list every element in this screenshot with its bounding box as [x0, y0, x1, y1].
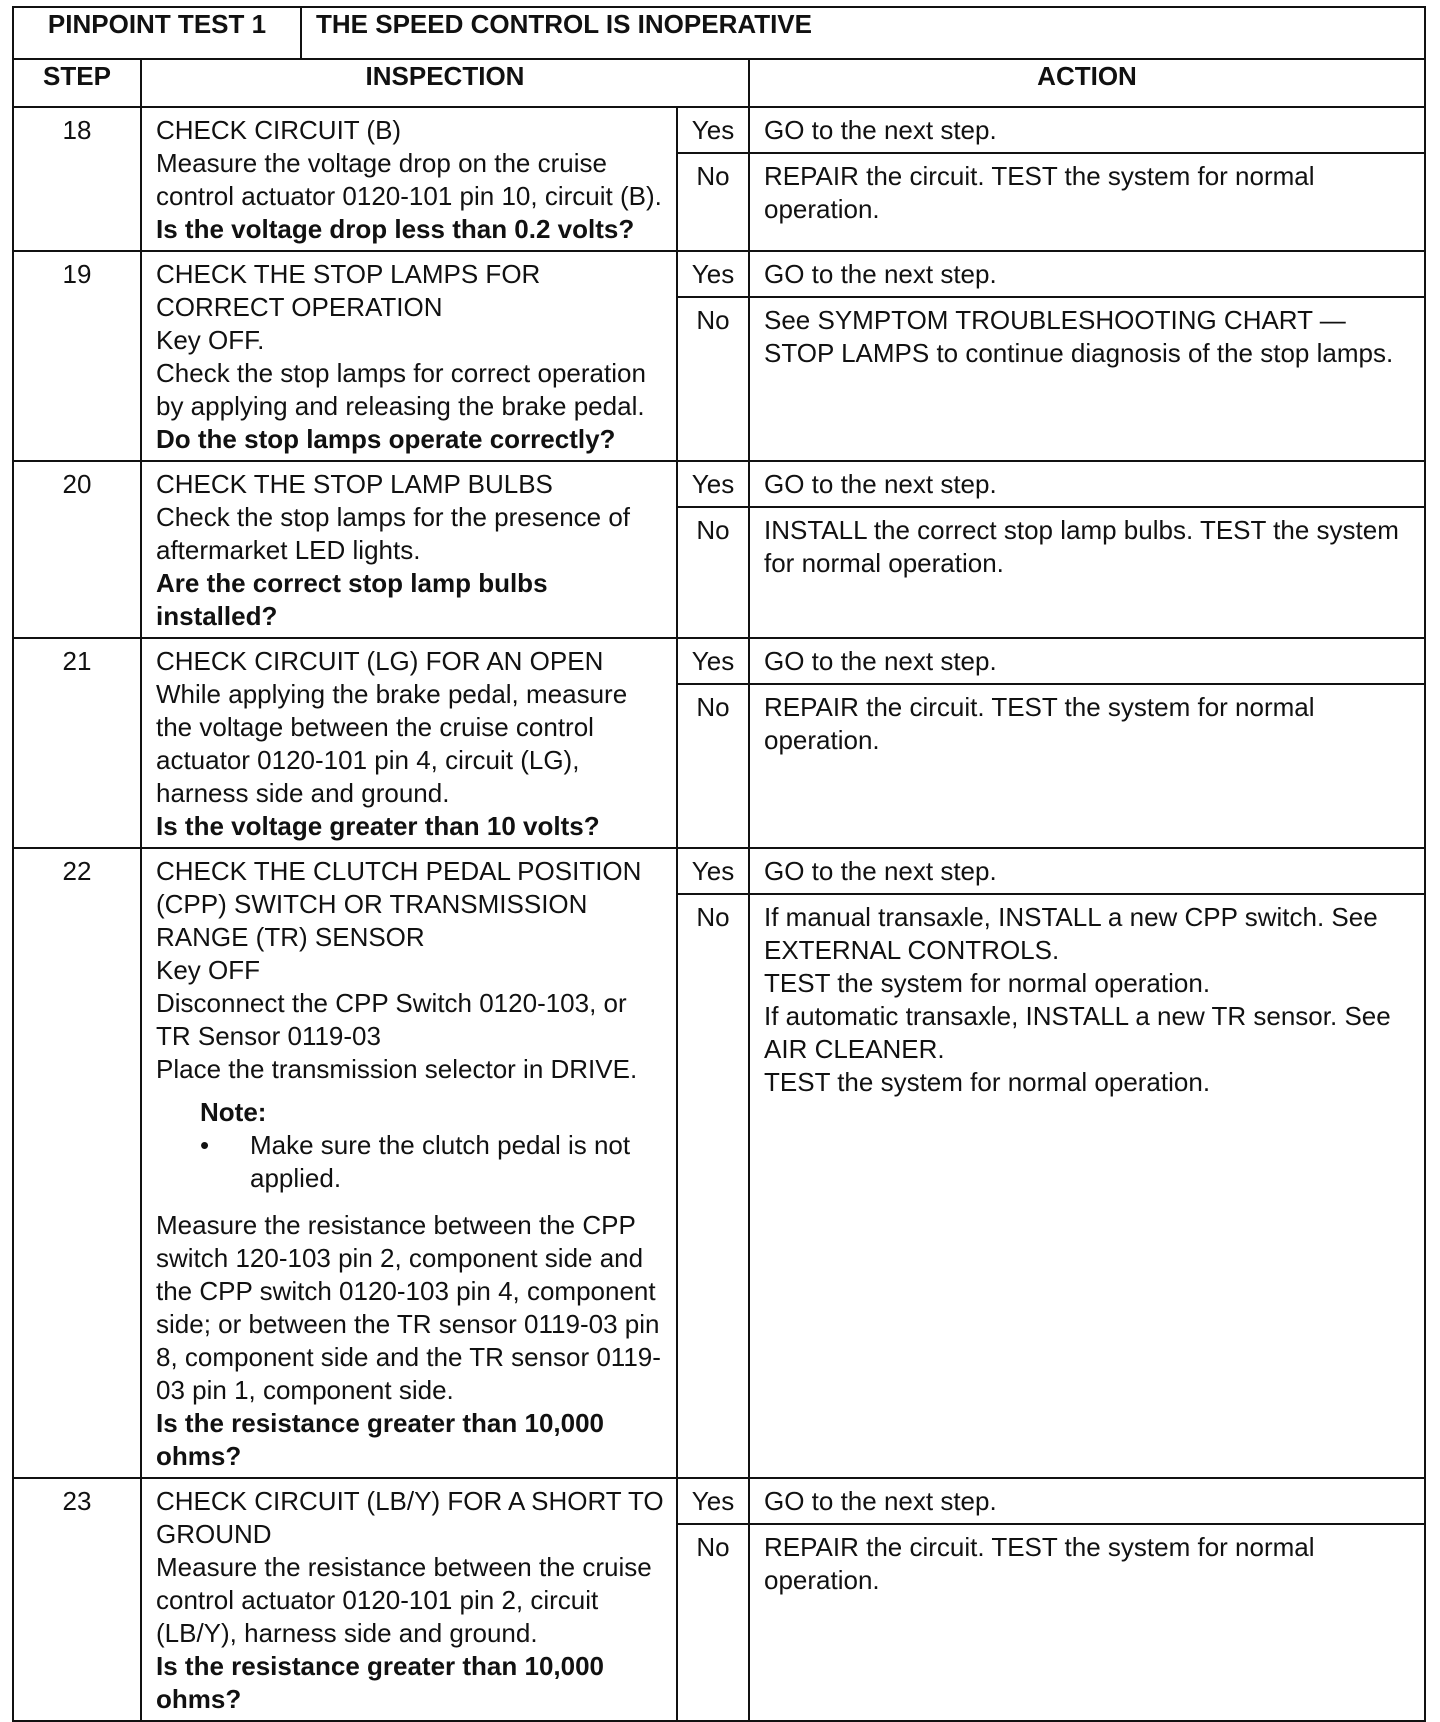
no-action: INSTALL the correct stop lamp bulbs. TEST the system for normal operation.	[749, 507, 1425, 638]
step-instruction: Measure the resistance between the cruise control actuator 0120-101 pin 2, circuit (LB/Y), harness side and ground.	[156, 1552, 652, 1648]
yes-action: GO to the next step.	[749, 848, 1425, 894]
yes-label: Yes	[677, 1478, 749, 1524]
step-title: CHECK CIRCUIT (B)	[156, 115, 402, 145]
step-instruction: Check the stop lamps for the presence of aftermarket LED lights.	[156, 502, 631, 565]
step-row	[13, 107, 1425, 153]
step-row	[13, 638, 1425, 684]
step-row	[13, 848, 1425, 894]
no-action-line: If manual transaxle, INSTALL a new CPP switch. See EXTERNAL CONTROLS.	[764, 902, 1378, 965]
title-row	[13, 7, 1425, 59]
column-header-row	[13, 59, 1425, 107]
pinpoint-test-table	[12, 6, 1426, 1722]
yes-action: GO to the next step.	[749, 251, 1425, 297]
no-action: REPAIR the circuit. TEST the system for normal operation.	[749, 153, 1425, 251]
note-bullet-item	[200, 1129, 666, 1195]
no-action-line: TEST the system for normal operation.	[764, 968, 1211, 998]
yes-label: Yes	[677, 638, 749, 684]
step-row	[13, 1478, 1425, 1524]
step-question: Is the voltage drop less than 0.2 volts?	[156, 214, 635, 244]
step-question: Do the stop lamps operate correctly?	[156, 424, 616, 454]
inspection-cell	[141, 107, 677, 251]
yes-label: Yes	[677, 251, 749, 297]
step-title: CHECK CIRCUIT (LG) FOR AN OPEN	[156, 646, 604, 676]
yes-action: GO to the next step.	[749, 1478, 1425, 1524]
no-action: See SYMPTOM TROUBLESHOOTING CHART — STOP LAMPS to continue diagnosis of the stop lamps.	[749, 297, 1425, 461]
step-row	[13, 251, 1425, 297]
no-label: No	[677, 684, 749, 848]
step-instruction: While applying the brake pedal, measure the voltage between the cruise control actuator 0120-101 pin 4, circuit (LG), harness side and ground.	[156, 679, 628, 808]
step-column-header: STEP	[13, 59, 141, 107]
no-action	[749, 894, 1425, 1478]
no-action-line: TEST the system for normal operation.	[764, 1067, 1211, 1097]
step-number: 18	[13, 107, 141, 251]
step-number: 22	[13, 848, 141, 1478]
no-label: No	[677, 297, 749, 461]
step-instruction: Measure the voltage drop on the cruise control actuator 0120-101 pin 10, circuit (B).	[156, 148, 662, 211]
step-instruction: Key OFF.	[156, 325, 265, 355]
inspection-cell	[141, 251, 677, 461]
note-text: Make sure the clutch pedal is not applied.	[250, 1130, 631, 1193]
step-question: Are the correct stop lamp bulbs installed?	[156, 568, 548, 631]
step-instruction: Check the stop lamps for correct operation by applying and releasing the brake pedal.	[156, 358, 646, 421]
step-question: Is the resistance greater than 10,000 ohms?	[156, 1651, 605, 1714]
no-label: No	[677, 507, 749, 638]
step-row	[13, 461, 1425, 507]
step-title: CHECK CIRCUIT (LB/Y) FOR A SHORT TO GROUND	[156, 1486, 664, 1549]
test-title: THE SPEED CONTROL IS INOPERATIVE	[301, 7, 1425, 59]
note-title: Note:	[200, 1097, 267, 1127]
inspection-column-header: INSPECTION	[141, 59, 749, 107]
inspection-cell	[141, 638, 677, 848]
note-block	[200, 1096, 666, 1195]
inspection-cell	[141, 461, 677, 638]
yes-label: Yes	[677, 848, 749, 894]
yes-action: GO to the next step.	[749, 461, 1425, 507]
no-action-line: If automatic transaxle, INSTALL a new TR sensor. See AIR CLEANER.	[764, 1001, 1391, 1064]
step-question: Is the resistance greater than 10,000 ohms?	[156, 1408, 605, 1471]
step-title: CHECK THE STOP LAMP BULBS	[156, 469, 553, 499]
step-instruction: Measure the resistance between the CPP switch 120-103 pin 2, component side and the CPP switch 0120-103 pin 4, component side; or between the TR sensor 0119-03 pin 8, component side and the TR sensor 0119-03 pin 1, component side.	[156, 1210, 661, 1405]
yes-action: GO to the next step.	[749, 638, 1425, 684]
inspection-cell	[141, 1478, 677, 1721]
yes-label: Yes	[677, 461, 749, 507]
action-column-header: ACTION	[749, 59, 1425, 107]
test-label: PINPOINT TEST 1	[13, 7, 301, 59]
no-action: REPAIR the circuit. TEST the system for normal operation.	[749, 1524, 1425, 1721]
no-label: No	[677, 1524, 749, 1721]
step-instruction: Place the transmission selector in DRIVE.	[156, 1054, 638, 1084]
step-title: CHECK THE STOP LAMPS FOR CORRECT OPERATION	[156, 259, 541, 322]
yes-label: Yes	[677, 107, 749, 153]
no-action: REPAIR the circuit. TEST the system for normal operation.	[749, 684, 1425, 848]
bullet-icon: •	[200, 1130, 210, 1160]
no-label: No	[677, 894, 749, 1478]
no-label: No	[677, 153, 749, 251]
step-number: 21	[13, 638, 141, 848]
step-question: Is the voltage greater than 10 volts?	[156, 811, 600, 841]
inspection-cell	[141, 848, 677, 1478]
step-title: CHECK THE CLUTCH PEDAL POSITION (CPP) SWITCH OR TRANSMISSION RANGE (TR) SENSOR	[156, 856, 642, 952]
yes-action: GO to the next step.	[749, 107, 1425, 153]
step-number: 19	[13, 251, 141, 461]
step-number: 23	[13, 1478, 141, 1721]
step-instruction: Disconnect the CPP Switch 0120-103, or TR Sensor 0119-03	[156, 988, 627, 1051]
step-number: 20	[13, 461, 141, 638]
step-instruction: Key OFF	[156, 955, 261, 985]
